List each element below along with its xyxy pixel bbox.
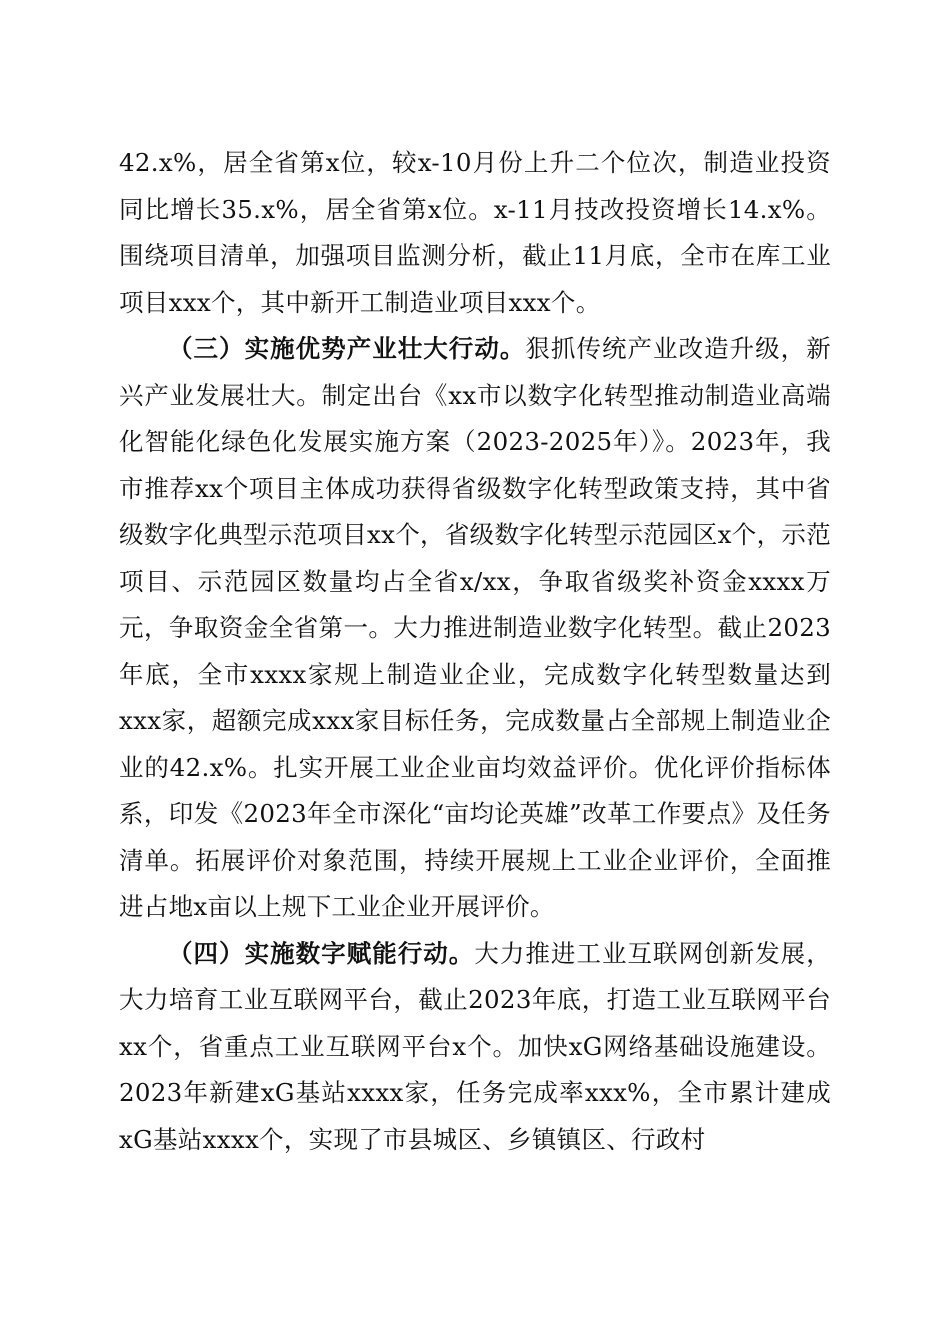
paragraph-body: 大力推进工业互联网创新发展，大力培育工业互联网平台，截止2023年底，打造工业互联网平台xx个，省重点工业互联网平台x个。加快xG网络基础设施建设。2023年新建xG基站xxxx家，任务完成率xxx%，全市累计建成xG基站xxxx个，实现了市县城区、乡镇镇区、行政村 (119, 938, 831, 1154)
section-heading: （四）实施数字赋能行动。 (168, 938, 475, 968)
section-heading: （三）实施优势产业壮大行动。 (168, 334, 526, 363)
paragraph-body: 42.x%，居全省第x位，较x-10月份上升二个位次，制造业投资同比增长35.x%，居全省第x位。x-11月技改投资增长14.x%。围绕项目清单，加强项目监测分析，截止11月底，全市在库工业项目xxx个，其中新开工制造业项目xxx个。 (119, 148, 831, 317)
paragraph-section-3 (119, 326, 831, 931)
document-page (119, 140, 831, 1163)
paragraph-section-4 (119, 931, 831, 1164)
paragraph-body: 狠抓传统产业改造升级，新兴产业发展壮大。制定出台《xx市以数字化转型推动制造业高端化智能化绿色化发展实施方案（2023-2025年）》。2023年，我市推荐xx个项目主体成功获得省级数字化转型政策支持，其中省级数字化典型示范项目xx个，省级数字化转型示范园区x个，示范项目、示范园区数量均占全省x/xx，争取省级奖补资金xxxx万元，争取资金全省第一。大力推进制造业数字化转型。截止2023年底，全市xxxx家规上制造业企业，完成数字化转型数量达到xxx家，超额完成xxx家目标任务，完成数量占全部规上制造业企业的42.x%。扎实开展工业企业亩均效益评价。优化评价指标体系，印发《2023年全市深化“亩均论英雄”改革工作要点》及任务清单。拓展评价对象范围，持续开展规上工业企业评价，全面推进占地x亩以上规下工业企业开展评价。 (119, 334, 831, 921)
paragraph-continuation (119, 140, 831, 326)
